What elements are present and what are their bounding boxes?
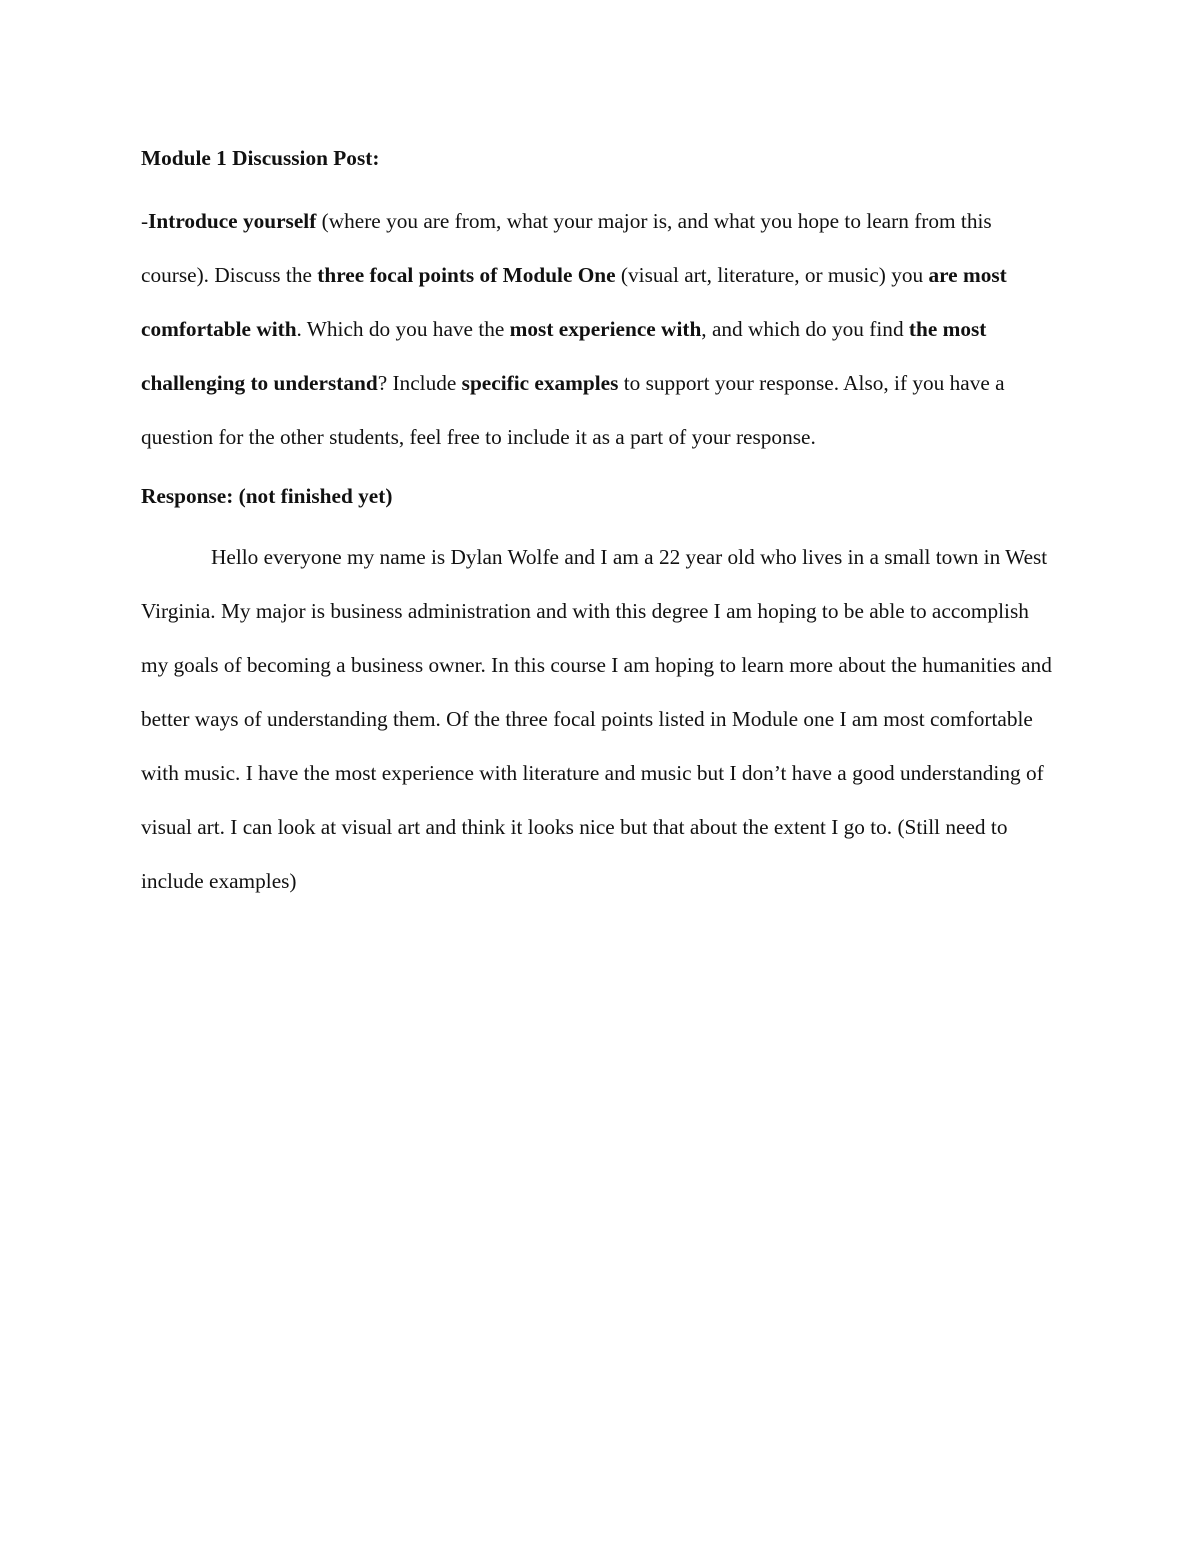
prompt-bold-text: are most comfortable with <box>141 263 1007 341</box>
prompt-text: . Which do you have the <box>296 317 510 341</box>
prompt-text: to support your response. Also, if you have a question for the other students, feel free to include it as a part of your response. <box>141 371 1005 449</box>
prompt-bold-text: specific examples <box>461 371 619 395</box>
prompt-bold-text: three focal points of Module One <box>317 263 616 287</box>
document-content <box>141 140 1061 908</box>
prompt-text: (where you are from, what your major is, and what you hope to learn from this course). Discuss the <box>141 209 992 287</box>
prompt-text: , and which do you find <box>701 317 909 341</box>
document-title: Module 1 Discussion Post: <box>141 146 380 170</box>
prompt-text: ? Include <box>377 371 462 395</box>
prompt-paragraph <box>141 194 1061 464</box>
prompt-bold-text: most experience with <box>509 317 702 341</box>
prompt-bold-text: Introduce yourself <box>148 209 317 233</box>
response-heading: Response: (not finished yet) <box>141 484 393 508</box>
prompt-text: (visual art, literature, or music) you <box>615 263 929 287</box>
prompt-bold-text: the most challenging to understand <box>141 317 987 395</box>
response-paragraph: Hello everyone my name is Dylan Wolfe and I am a 22 year old who lives in a small town in West Virginia. My major is business administration and with this degree I am hoping to be able to accomplish my goals of becoming a business owner. In this course I am hoping to learn more about the humanities and better ways of understanding them. Of the three focal points listed in Module one I am most comfortable with music. I have the most experience with literature and music but I don’t have a good understanding of visual art. I can look at visual art and think it looks nice but that about the extent I go to. (Still need to include examples) <box>141 545 1052 893</box>
prompt-text: - <box>141 209 149 233</box>
